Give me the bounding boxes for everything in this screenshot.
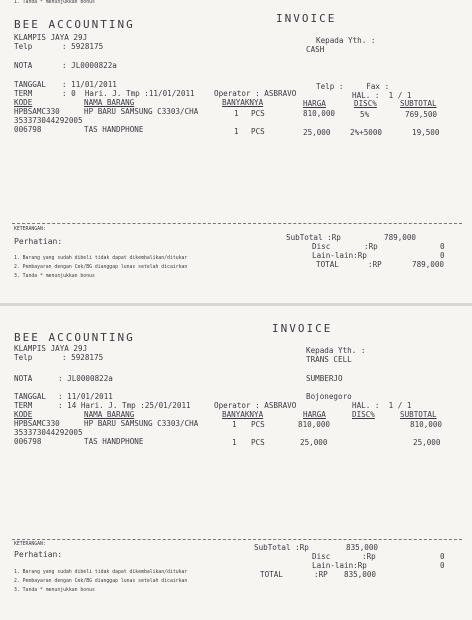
total-label: TOTAL bbox=[316, 260, 339, 269]
item-code: HPBSAMC330 bbox=[14, 107, 60, 116]
col-header-code: KODE bbox=[14, 410, 33, 419]
col-header-disc: DISC% bbox=[352, 410, 375, 419]
company-name: BEE ACCOUNTING bbox=[14, 331, 135, 344]
item-price: 810,000 bbox=[303, 109, 336, 118]
item-subtotal: 769,500 bbox=[405, 110, 438, 119]
term-label: TERM bbox=[14, 89, 33, 98]
item-price: 25,000 bbox=[303, 128, 331, 137]
invoice-title: INVOICE bbox=[276, 12, 337, 25]
invoice-1 bbox=[0, 10, 472, 300]
subtotal-value: 835,000 bbox=[346, 543, 379, 552]
invoice-2 bbox=[0, 320, 472, 620]
item-unit: PCS bbox=[251, 438, 265, 447]
disc-value: 0 bbox=[440, 552, 445, 561]
item-subtotal: 25,000 bbox=[413, 438, 441, 447]
item-code: HPBSAMC330 bbox=[14, 419, 60, 428]
disc-label: Disc bbox=[312, 242, 331, 251]
item-unit: PCS bbox=[251, 109, 265, 118]
other-value: 0 bbox=[440, 251, 445, 260]
date-value: : 11/01/2011 bbox=[58, 392, 113, 401]
item-unit: PCS bbox=[251, 420, 265, 429]
item-serial: 353373044292005 bbox=[14, 116, 83, 125]
col-header-disc: DISC% bbox=[354, 99, 377, 108]
col-header-code: KODE bbox=[14, 98, 33, 107]
company-name: BEE ACCOUNTING bbox=[14, 18, 135, 31]
note-line: 1. Barang yang sudah dibeli tidak dapat dikembalikan/ditukar bbox=[14, 256, 188, 261]
notes-label: KETERANGAN: bbox=[14, 542, 46, 547]
nota-value: : JL0000822a bbox=[58, 374, 113, 383]
customer-name: TRANS CELL bbox=[306, 355, 352, 364]
col-header-qty: BANYAKNYA bbox=[222, 98, 264, 107]
operator: Operator : ASBRAVO bbox=[214, 89, 297, 98]
col-header-name: NAMA BARANG bbox=[84, 98, 135, 107]
item-unit: PCS bbox=[251, 127, 265, 136]
col-header-qty: BANYAKNYA bbox=[222, 410, 264, 419]
nota-label: NOTA bbox=[14, 61, 33, 70]
total-value: 789,000 bbox=[412, 260, 445, 269]
item-qty: 1 bbox=[232, 438, 237, 447]
total-label: TOTAL bbox=[260, 570, 283, 579]
operator: Operator : ASBRAVO bbox=[214, 401, 297, 410]
col-header-subtotal: SUBTOTAL bbox=[400, 410, 437, 419]
tel-fax: Telp : Fax : bbox=[316, 82, 390, 91]
phone-label: Telp bbox=[14, 42, 33, 51]
item-subtotal: 810,000 bbox=[410, 420, 443, 429]
item-code: 006798 bbox=[14, 125, 42, 134]
item-subtotal: 19,500 bbox=[412, 128, 440, 137]
item-disc: 5% bbox=[360, 110, 370, 119]
note-line: 2. Pembayaran dengan Cek/BG dianggap lunas setelah dicairkan bbox=[14, 579, 188, 584]
invoice-title: INVOICE bbox=[272, 322, 333, 335]
to-label: Kepada Yth. : bbox=[306, 346, 366, 355]
term-value: : 0 Hari. J. Tmp :11/01/2011 bbox=[62, 89, 195, 98]
page-number: HAL. : 1 / 1 bbox=[352, 401, 412, 410]
item-disc: 2%+5000 bbox=[350, 128, 383, 137]
item-name: TAS HANDPHONE bbox=[84, 125, 144, 134]
customer-city: SUMBERJO bbox=[306, 374, 343, 383]
subtotal-label: SubTotal :Rp bbox=[286, 233, 341, 242]
item-qty: 1 bbox=[234, 127, 239, 136]
other-value: 0 bbox=[440, 561, 445, 570]
page-separator bbox=[0, 303, 472, 306]
company-address: KLAMPIS JAYA 29J bbox=[14, 344, 88, 353]
note-line: 2. Pembayaran dengan Cek/BG dianggap lunas setelah dicairkan bbox=[14, 265, 188, 270]
customer-name: CASH bbox=[306, 45, 325, 54]
page-number: HAL. : 1 / 1 bbox=[352, 91, 412, 100]
col-header-subtotal: SUBTOTAL bbox=[400, 99, 437, 108]
company-address: KLAMPIS JAYA 29J bbox=[14, 33, 88, 42]
notes-title: Perhatian: bbox=[14, 550, 63, 559]
item-price: 810,000 bbox=[298, 420, 331, 429]
date-label: TANGGAL bbox=[14, 392, 47, 401]
date-value: : 11/01/2011 bbox=[62, 80, 117, 89]
item-name: HP BARU SAMSUNG C3303/CHA bbox=[84, 419, 199, 428]
total-rp: :RP bbox=[314, 570, 328, 579]
phone-label: Telp bbox=[14, 353, 33, 362]
top-fragment: 1. Tanda * menunjukkan bonus bbox=[14, 0, 95, 5]
footer-divider bbox=[12, 539, 462, 540]
item-qty: 1 bbox=[232, 420, 237, 429]
col-header-price: HARGA bbox=[303, 410, 326, 419]
item-name: TAS HANDPHONE bbox=[84, 437, 144, 446]
note-line: 1. Barang yang sudah dibeli tidak dapat dikembalikan/ditukar bbox=[14, 570, 188, 575]
note-line: 3. Tanda * menunjukkan bonus bbox=[14, 588, 95, 593]
other-label: Lain-lain:Rp bbox=[312, 251, 367, 260]
total-value: 835,000 bbox=[344, 570, 377, 579]
footer-divider bbox=[12, 223, 462, 224]
col-header-name: NAMA BARANG bbox=[84, 410, 135, 419]
note-line: 3. Tanda * menunjukkan bonus bbox=[14, 274, 95, 279]
other-label: Lain-lain:Rp bbox=[312, 561, 367, 570]
phone-value: : 5928175 bbox=[62, 42, 104, 51]
item-serial: 353373044292005 bbox=[14, 428, 83, 437]
disc-rp: :Rp bbox=[362, 552, 376, 561]
subtotal-label: SubTotal :Rp bbox=[254, 543, 309, 552]
notes-title: Perhatian: bbox=[14, 237, 63, 246]
customer-region: Bojonegoro bbox=[306, 392, 352, 401]
date-label: TANGGAL bbox=[14, 80, 47, 89]
nota-label: NOTA bbox=[14, 374, 33, 383]
item-qty: 1 bbox=[234, 109, 239, 118]
item-code: 006798 bbox=[14, 437, 42, 446]
col-header-price: HARGA bbox=[303, 99, 326, 108]
item-price: 25,000 bbox=[300, 438, 328, 447]
disc-label: Disc bbox=[312, 552, 331, 561]
phone-value: : 5928175 bbox=[62, 353, 104, 362]
to-label: Kepada Yth. : bbox=[316, 36, 376, 45]
disc-rp: :Rp bbox=[364, 242, 378, 251]
term-value: : 14 Hari. J. Tmp :25/01/2011 bbox=[58, 401, 191, 410]
total-rp: :RP bbox=[368, 260, 382, 269]
disc-value: 0 bbox=[440, 242, 445, 251]
term-label: TERM bbox=[14, 401, 33, 410]
item-name: HP BARU SAMSUNG C3303/CHA bbox=[84, 107, 199, 116]
subtotal-value: 789,000 bbox=[384, 233, 417, 242]
notes-label: KETERANGAN: bbox=[14, 227, 46, 232]
nota-value: : JL0000822a bbox=[62, 61, 117, 70]
